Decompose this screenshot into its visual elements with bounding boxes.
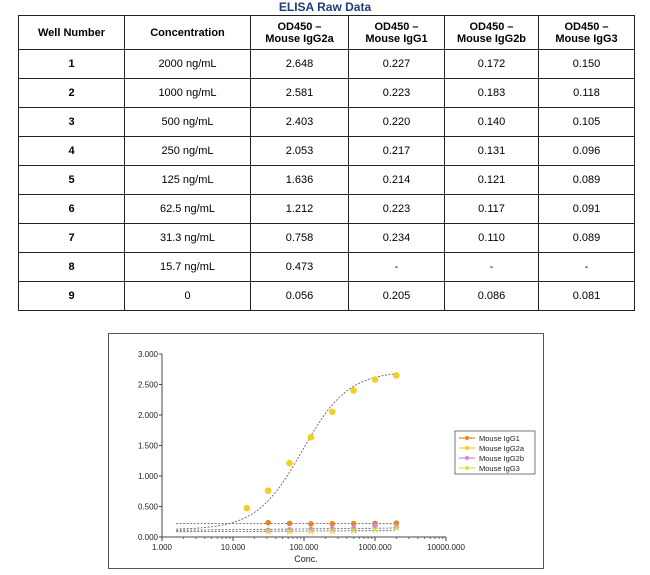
- cell-od-igg2b: 0.117: [445, 195, 539, 224]
- table-row: [19, 253, 635, 282]
- header-od450-igg1: OD450 – Mouse IgG1: [349, 16, 445, 50]
- mouse-igg2a-point: [244, 505, 250, 511]
- legend-swatch-marker: [465, 466, 469, 470]
- header-well-number: Well Number: [19, 16, 125, 50]
- y-tick-label: 1.500: [137, 441, 158, 451]
- cell-od-igg3: 0.089: [539, 224, 635, 253]
- cell-od-igg2b: 0.183: [445, 79, 539, 108]
- y-tick-label: 0.500: [137, 502, 158, 512]
- table-row: [19, 282, 635, 311]
- cell-od-igg3: -: [539, 253, 635, 282]
- cell-well-number: 2: [19, 79, 125, 108]
- cell-od-igg1: 0.217: [349, 137, 445, 166]
- cell-od-igg1: 0.223: [349, 195, 445, 224]
- cell-od-igg3: 0.150: [539, 50, 635, 79]
- cell-od-igg3: 0.091: [539, 195, 635, 224]
- cell-od-igg1: 0.227: [349, 50, 445, 79]
- table-row: [19, 224, 635, 253]
- table-row: [19, 79, 635, 108]
- table-row: [19, 108, 635, 137]
- header-od450-igg2b: OD450 – Mouse IgG2b: [445, 16, 539, 50]
- igg2a-fit-curve: [176, 374, 396, 529]
- cell-od-igg2a: 2.053: [251, 137, 349, 166]
- mouse-igg1-point: [287, 521, 292, 526]
- cell-well-number: 6: [19, 195, 125, 224]
- cell-concentration: 2000 ng/mL: [125, 50, 251, 79]
- mouse-igg1-point: [351, 521, 356, 526]
- od450-chart: [109, 334, 543, 568]
- cell-well-number: 9: [19, 282, 125, 311]
- y-tick-label: 3.000: [137, 350, 158, 359]
- x-tick-label: 100.000: [289, 543, 319, 552]
- legend-swatch-marker: [465, 436, 469, 440]
- cell-od-igg2a: 2.403: [251, 108, 349, 137]
- mouse-igg2a-point: [287, 460, 293, 466]
- cell-od-igg2a: 1.212: [251, 195, 349, 224]
- y-tick-label: 2.000: [137, 411, 158, 420]
- x-tick-label: 10.000: [220, 543, 246, 552]
- cell-well-number: 8: [19, 253, 125, 282]
- legend-label: Mouse IgG2b: [479, 454, 525, 463]
- cell-od-igg2b: 0.131: [445, 137, 539, 166]
- mouse-igg2a-point: [329, 409, 335, 415]
- cell-od-igg2b: -: [445, 253, 539, 282]
- igg2b-fit-curve: [176, 528, 396, 530]
- cell-od-igg2b: 0.086: [445, 282, 539, 311]
- cell-od-igg2b: 0.121: [445, 166, 539, 195]
- cell-well-number: 5: [19, 166, 125, 195]
- cell-od-igg1: 0.205: [349, 282, 445, 311]
- cell-od-igg2a: 2.648: [251, 50, 349, 79]
- mouse-igg2a-point: [372, 377, 378, 383]
- cell-od-igg3: 0.105: [539, 108, 635, 137]
- mouse-igg2a-point: [351, 388, 357, 394]
- legend-label: Mouse IgG2a: [479, 444, 525, 453]
- header-od450-igg2a: OD450 – Mouse IgG2a: [251, 16, 349, 50]
- cell-od-igg1: 0.220: [349, 108, 445, 137]
- cell-well-number: 3: [19, 108, 125, 137]
- table-row: [19, 166, 635, 195]
- cell-od-igg2b: 0.110: [445, 224, 539, 253]
- cell-concentration: 125 ng/mL: [125, 166, 251, 195]
- mouse-igg1-point: [266, 520, 271, 525]
- cell-od-igg1: 0.234: [349, 224, 445, 253]
- cell-well-number: 7: [19, 224, 125, 253]
- mouse-igg2a-point: [394, 373, 400, 379]
- table-header-row: [19, 16, 635, 50]
- cell-od-igg3: 0.081: [539, 282, 635, 311]
- cell-od-igg2a: 0.473: [251, 253, 349, 282]
- cell-od-igg2a: 1.636: [251, 166, 349, 195]
- y-tick-label: 2.500: [137, 380, 158, 390]
- mouse-igg1-point: [330, 521, 335, 526]
- y-tick-label: 1.000: [137, 472, 158, 481]
- cell-od-igg2a: 0.056: [251, 282, 349, 311]
- cell-od-igg2a: 2.581: [251, 79, 349, 108]
- cell-od-igg2a: 0.758: [251, 224, 349, 253]
- page-title: ELISA Raw Data: [278, 0, 372, 14]
- cell-concentration: 500 ng/mL: [125, 108, 251, 137]
- chart-frame: [108, 333, 544, 569]
- cell-od-igg2b: 0.172: [445, 50, 539, 79]
- cell-od-igg1: 0.223: [349, 79, 445, 108]
- mouse-igg2a-point: [308, 434, 314, 440]
- header-concentration: Concentration: [125, 16, 251, 50]
- cell-od-igg3: 0.118: [539, 79, 635, 108]
- table-row: [19, 195, 635, 224]
- x-axis-label: Conc.: [294, 554, 318, 564]
- legend-swatch-marker: [465, 456, 469, 460]
- cell-od-igg1: -: [349, 253, 445, 282]
- cell-concentration: 15.7 ng/mL: [125, 253, 251, 282]
- cell-od-igg2b: 0.140: [445, 108, 539, 137]
- cell-well-number: 1: [19, 50, 125, 79]
- x-tick-label: 10000.000: [427, 543, 465, 552]
- elisa-data-table: [18, 15, 635, 311]
- mouse-igg1-point: [309, 522, 314, 527]
- x-tick-label: 1.000: [151, 543, 173, 552]
- header-od450-igg3: OD450 – Mouse IgG3: [539, 16, 635, 50]
- cell-od-igg3: 0.096: [539, 137, 635, 166]
- cell-concentration: 250 ng/mL: [125, 137, 251, 166]
- cell-concentration: 0: [125, 282, 251, 311]
- legend-swatch-marker: [465, 446, 469, 450]
- y-tick-label: 0.000: [137, 533, 158, 542]
- legend-label: Mouse IgG3: [479, 464, 520, 473]
- cell-od-igg1: 0.214: [349, 166, 445, 195]
- x-tick-label: 1000.000: [358, 543, 392, 552]
- table-row: [19, 137, 635, 166]
- table-row: [19, 50, 635, 79]
- mouse-igg2a-point: [265, 488, 271, 494]
- cell-concentration: 31.3 ng/mL: [125, 224, 251, 253]
- igg3-fit-curve: [176, 531, 396, 532]
- legend-label: Mouse IgG1: [479, 434, 520, 443]
- cell-concentration: 1000 ng/mL: [125, 79, 251, 108]
- cell-od-igg3: 0.089: [539, 166, 635, 195]
- cell-concentration: 62.5 ng/mL: [125, 195, 251, 224]
- cell-well-number: 4: [19, 137, 125, 166]
